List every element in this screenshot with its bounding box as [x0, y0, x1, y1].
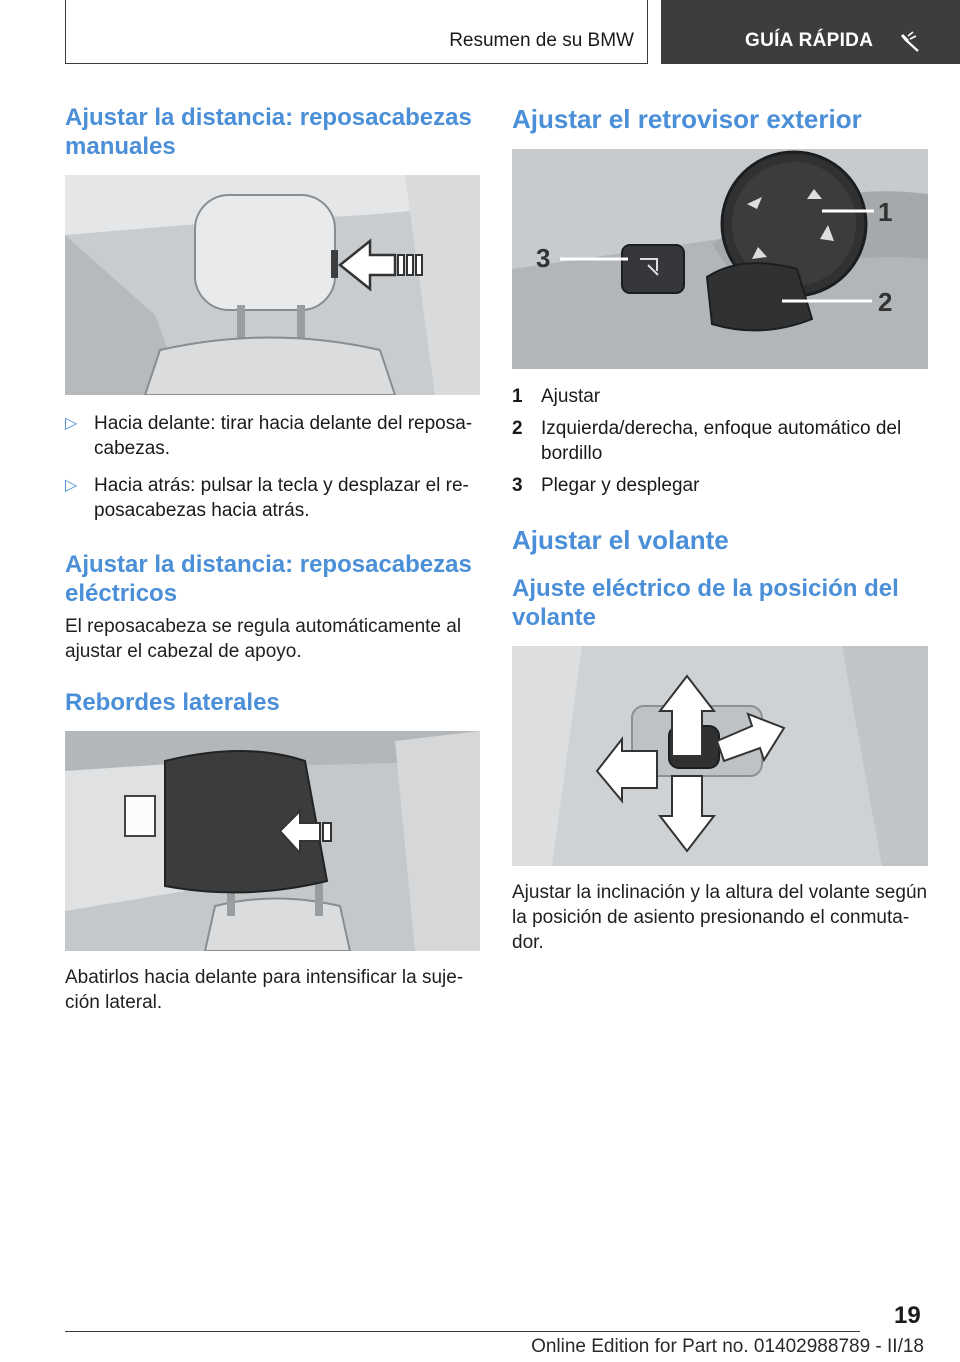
list-item: 1 Ajustar	[512, 386, 601, 407]
figure-headrest-manual	[65, 175, 480, 395]
manual-headrest-list	[65, 411, 480, 523]
figure-steering-switch	[512, 646, 928, 866]
heading-electric-steering: Ajuste eléctrico de la posición del volante	[512, 575, 899, 631]
callout-3: 3	[536, 243, 551, 273]
triangle-bullet-icon: ▷	[65, 477, 78, 494]
figure-mirror-controls	[512, 149, 928, 369]
header-section-tab	[65, 0, 648, 64]
header-chapter-title: GUÍA RÁPIDA	[745, 30, 874, 51]
quick-guide-icon	[898, 30, 922, 54]
heading-steering-wheel: Ajustar el volante	[512, 525, 729, 555]
page-number: 19	[894, 1302, 921, 1329]
header-chapter-tab	[661, 0, 960, 64]
heading-exterior-mirror: Ajustar el retrovisor exterior	[512, 104, 862, 134]
right-column	[512, 103, 928, 955]
paragraph-side-bolsters: Abatirlos hacia delante para intensificar la suje-ción lateral.	[65, 967, 464, 1013]
triangle-bullet-icon: ▷	[65, 415, 78, 432]
paragraph-electric-headrest: El reposacabeza se regula automáticamente al ajustar el cabezal de apoyo.	[65, 616, 462, 662]
paragraph-steering: Ajustar la inclinación y la altura del volante según la posición de asiento presionando el conmuta-dor.	[512, 882, 928, 953]
figure-side-bolsters	[65, 731, 480, 951]
mirror-legend-list	[512, 384, 928, 498]
edition-note: Online Edition for Part no. 01402988789 - II/18	[531, 1336, 924, 1357]
list-item: ▷ Hacia delante: tirar hacia delante del reposa-cabezas.	[65, 413, 473, 459]
callout-1: 1	[878, 197, 893, 227]
list-item: 3 Plegar y desplegar	[512, 475, 700, 496]
list-item: 2 Izquierda/derecha, enfoque automático del bordillo	[512, 418, 902, 464]
heading-electric-headrest: Ajustar la distancia: reposacabezas eléctricos	[65, 551, 472, 607]
list-item: ▷ Hacia atrás: pulsar la tecla y desplazar el re-posacabezas hacia atrás.	[65, 475, 469, 521]
header-section-title: Resumen de su BMW	[449, 30, 634, 51]
heading-side-bolsters: Rebordes laterales	[65, 689, 280, 716]
left-column	[65, 103, 480, 1015]
footer-divider	[65, 1331, 860, 1332]
heading-manual-headrest: Ajustar la distancia: reposacabezas manuales	[65, 104, 472, 160]
callout-2: 2	[878, 287, 893, 317]
